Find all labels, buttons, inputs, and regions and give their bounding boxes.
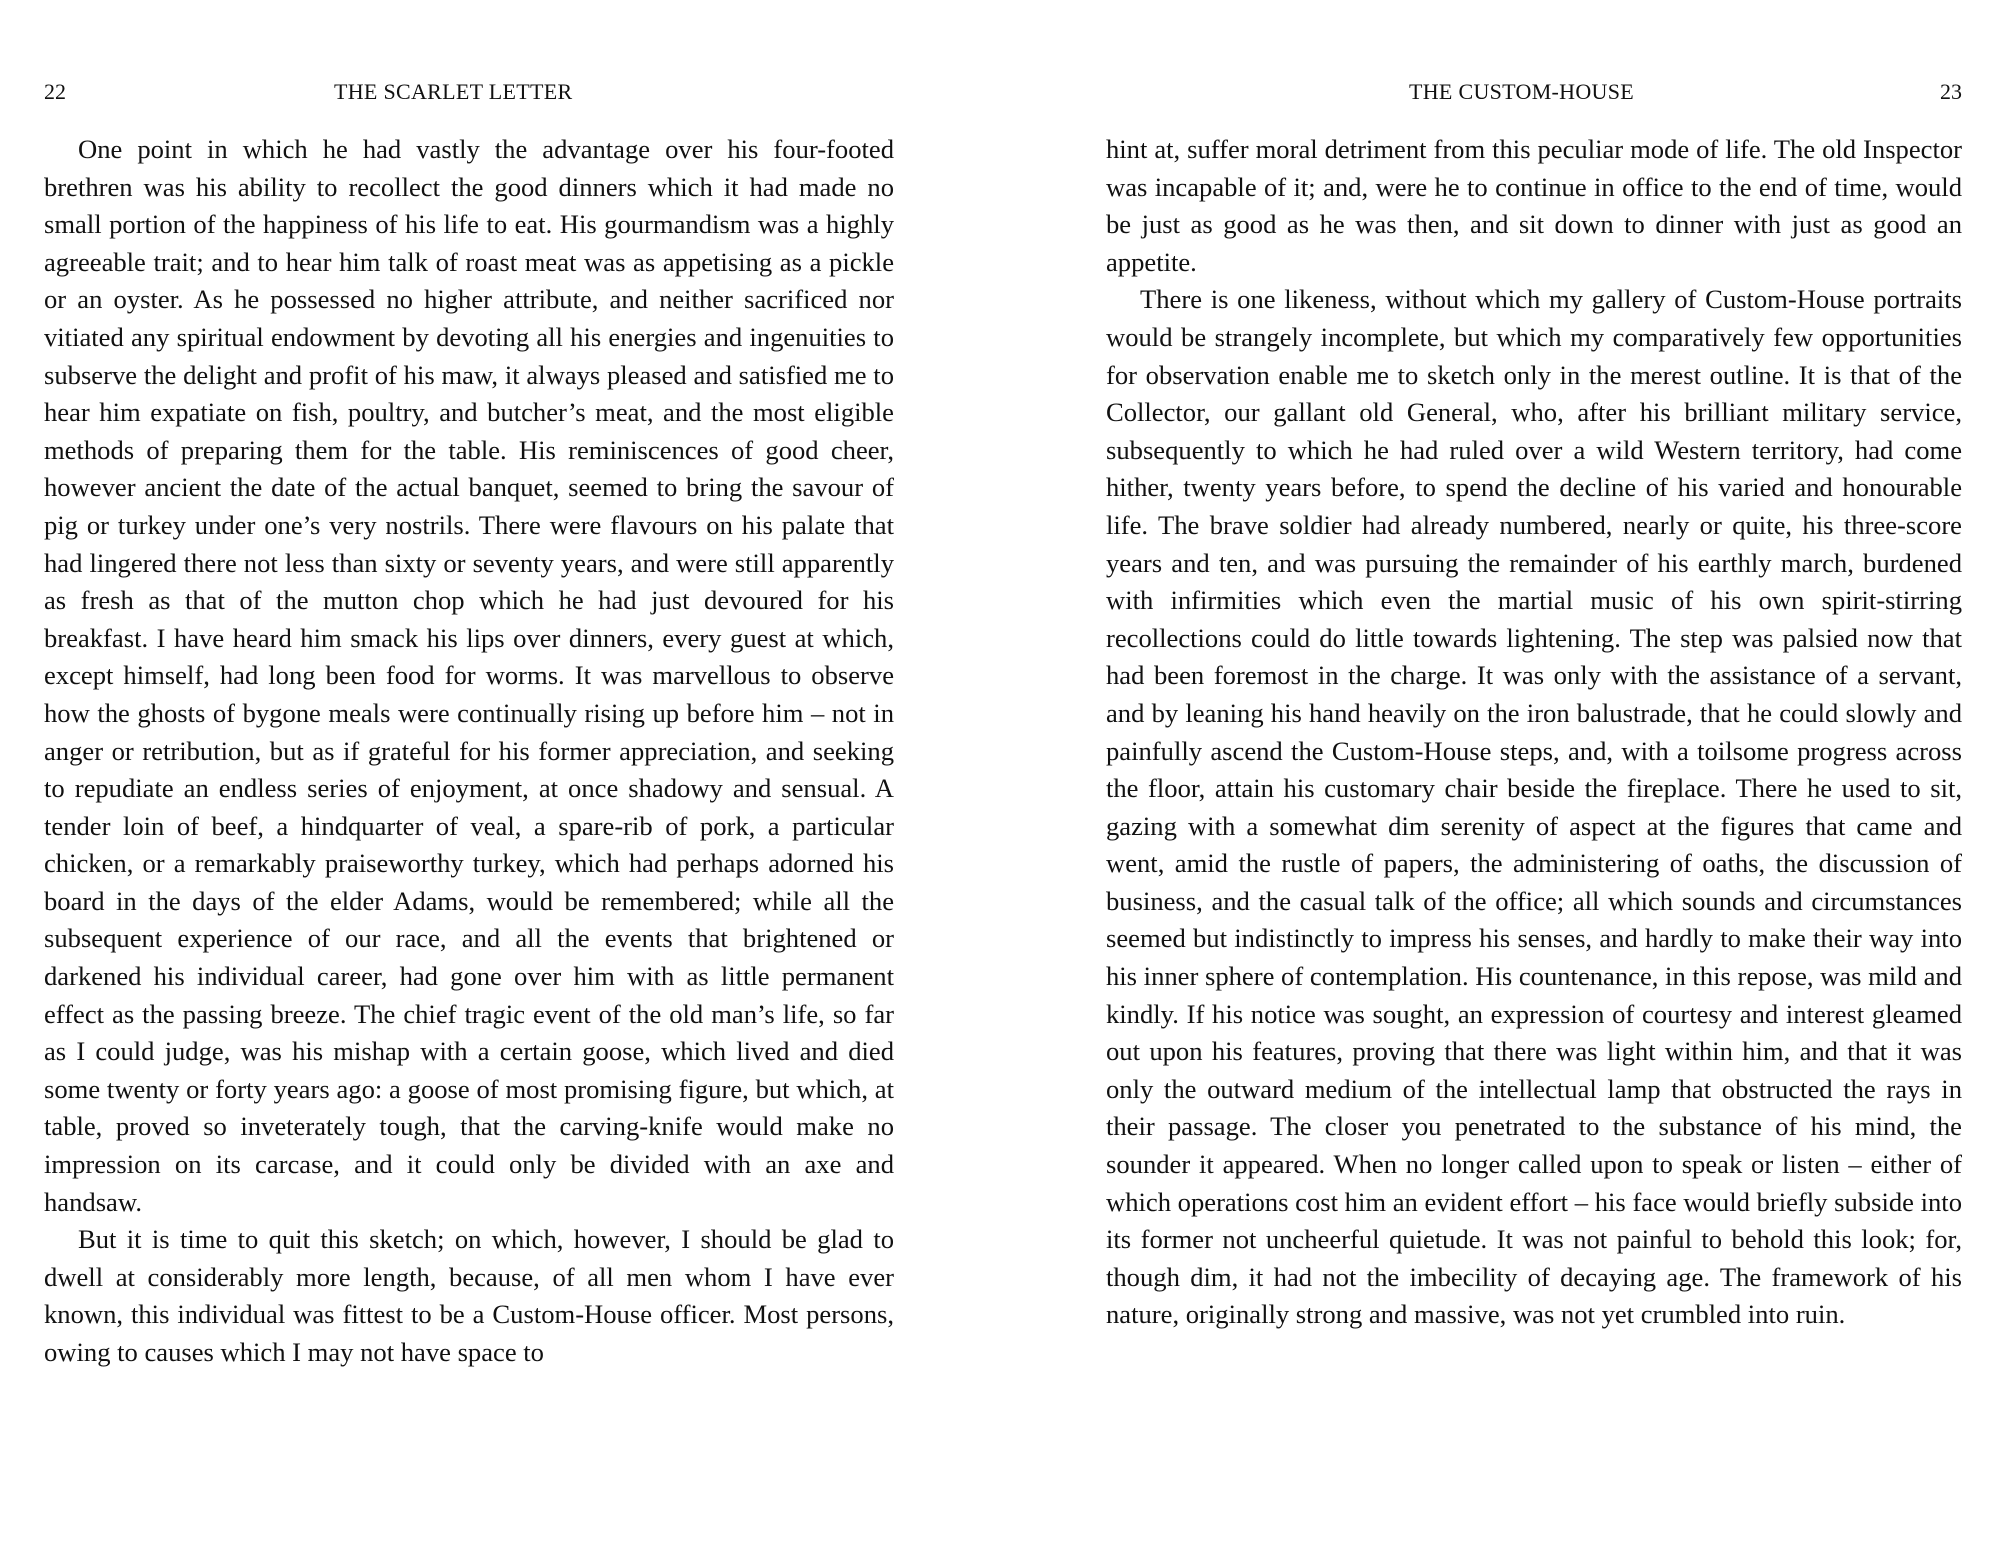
page-number: 23 [1940, 79, 1962, 104]
chapter-title: THE CUSTOM-HOUSE [1409, 79, 1635, 104]
paragraph: There is one likeness, without which my gallery of Custom-House portraits would be strangely incomplete, but which my comparatively few opportunities for observation enable me to sketch only in the merest outline. It is that of the Collector, our gallant old General, who, after his brilliant military service, subsequently to which he had ruled over a wild Western territory, had come hither, twenty years before, to spend the decline of his varied and honourable life. The brave soldier had already numbered, nearly or quite, his three-score years and ten, and was pursuing the remainder of his earthly march, burdened with infirmities which even the martial music of his own spirit-stirring recollections could do little towards lightening. The step was palsied now that had been foremost in the charge. It was only with the assistance of a servant, and by leaning his hand heavily on the iron balustrade, that he could slowly and painfully ascend the Custom-House steps, and, with a toilsome progress across the floor, attain his customary chair beside the fireplace. There he used to sit, gazing with a somewhat dim serenity of aspect at the figures that came and went, amid the rustle of papers, the administering of oaths, the discussion of business, and the casual talk of the office; all which sounds and circumstances seemed but indistinctly to impress his senses, and hardly to make their way into his inner sphere of contemplation. His countenance, in this repose, was mild and kindly. If his notice was sought, an expression of courtesy and interest gleamed out upon his features, proving that there was light within him, and that it was only the outward medium of the intellectual lamp that obstructed the rays in their passage. The closer you penetrated to the substance of his mind, the sounder it appeared. When no longer called upon to speak or listen – either of which operations cost him an evident effort – his face would briefly subside into its former not uncheerful quietude. It was not painful to behold this look; for, though dim, it had not the imbecility of decaying age. The framework of his nature, originally strong and massive, was not yet crumbled into ruin. [1106, 284, 1962, 1330]
paragraph: hint at, suffer moral detriment from this peculiar mode of life. The old Inspector was incapable of it; and, were he to continue in office to the end of time, would be just as good as he was then, and sit down to dinner with just as good an appetite. [1106, 134, 1962, 277]
running-head [1106, 77, 1962, 107]
page-number: 22 [44, 79, 66, 104]
book-title: THE SCARLET LETTER [334, 79, 573, 104]
body-text [44, 131, 894, 1372]
body-text [1106, 131, 1962, 1334]
running-head [44, 77, 894, 107]
paragraph: But it is time to quit this sketch; on which, however, I should be glad to dwell at considerably more length, because, of all men whom I have ever known, this individual was fittest to be a Custom-House officer. Most persons, owing to causes which I may not have space to [44, 1224, 894, 1367]
right-page [1106, 0, 1962, 1544]
left-page [44, 0, 894, 1544]
paragraph: One point in which he had vastly the advantage over his four-footed brethren was his ability to recollect the good dinners which it had made no small portion of the happiness of his life to eat. His gourmandism was a highly agreeable trait; and to hear him talk of roast meat was as appetising as a pickle or an oyster. As he possessed no higher attribute, and neither sacrificed nor vitiated any spiritual endowment by devoting all his energies and ingenuities to subserve the delight and profit of his maw, it always pleased and satisfied me to hear him expatiate on fish, poultry, and butcher’s meat, and the most eligible methods of preparing them for the table. His reminiscences of good cheer, however ancient the date of the actual banquet, seemed to bring the savour of pig or turkey under one’s very nostrils. There were flavours on his palate that had lingered there not less than sixty or seventy years, and were still apparently as fresh as that of the mutton chop which he had just devoured for his breakfast. I have heard him smack his lips over dinners, every guest at which, except himself, had long been food for worms. It was marvellous to observe how the ghosts of bygone meals were continually rising up before him – not in anger or retribution, but as if grateful for his former appreciation, and seeking to repudiate an endless series of enjoyment, at once shadowy and sensual. A tender loin of beef, a hindquarter of veal, a spare-rib of pork, a particular chicken, or a remarkably praiseworthy turkey, which had perhaps adorned his board in the days of the elder Adams, would be remembered; while all the subsequent experience of our race, and all the events that brightened or darkened his individual career, had gone over him with as little permanent effect as the passing breeze. The chief tragic event of the old man’s life, so far as I could judge, was his mishap with a certain goose, which lived and died some twenty or forty years ago: a goose of most promising figure, but which, at table, proved so inveterately tough, that the carving-knife would make no impression on its carcase, and it could only be divided with an axe and handsaw. [44, 134, 894, 1217]
